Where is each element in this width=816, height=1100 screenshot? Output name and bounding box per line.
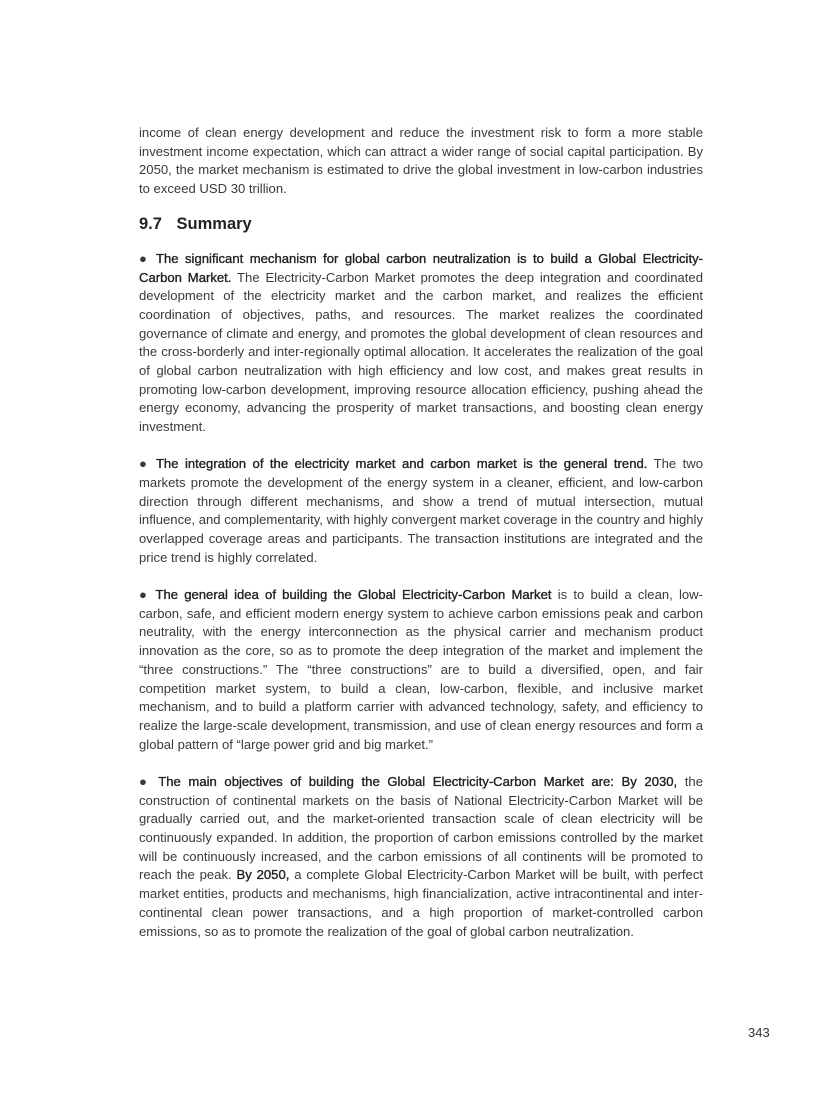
bullet-body-2050: a complete Global Electricity-Carbon Market will be built, with perfect market entities, products and mechanisms, high financialization, active intracontinental and inter-continental clean power transactions, and a high proportion of market-controlled carbon emissions, so as to promote the realization of the goal of global carbon neutralization. (139, 867, 704, 939)
bullet-icon: ● (139, 587, 150, 603)
summary-bullet (139, 250, 703, 437)
bullet-lead: The integration of the electricity market and carbon market is the general trend. (155, 456, 648, 472)
page-number: 343 (748, 1025, 770, 1040)
bullet-lead-2050: By 2050, (236, 867, 290, 883)
bullet-icon: ● (139, 250, 150, 266)
bullet-icon: ● (139, 773, 151, 789)
bullet-lead: The main objectives of building the Global Electricity-Carbon Market are: By 2030, (158, 773, 678, 789)
bullet-lead: The significant mechanism for global carbon neutralization is to build a Global Electricity-Carbon Market. (139, 250, 703, 285)
summary-bullet (139, 455, 703, 567)
summary-bullet (139, 586, 703, 754)
bullet-body: The two markets promote the development of the energy system in a cleaner, efficient, and low-carbon direction through different mechanisms, and show a trend of mutual intersection, mutual influence, and complementarity, with highly convergent market coverage in the country and highly overlapped coverage areas and participants. The transaction institutions are integrated and the price trend is highly correlated. (139, 456, 703, 565)
bullet-body: The Electricity-Carbon Market promotes the deep integration and coordinated development of the electricity market and the carbon market, and realizes the efficient coordination of objectives, paths, and resources. The market realizes the coordinated governance of climate and energy, and promotes the global development of clean resources and the cross-borderly and inter-regionally optimal allocation. It accelerates the realization of the goal of global carbon neutralization with high efficiency and low cost, and makes great results in promoting low-carbon development, improving resource allocation efficiency, pushing ahead the energy economy, advancing the prosperity of market transactions, and boosting clean energy investment. (139, 269, 703, 435)
intro-paragraph: income of clean energy development and reduce the investment risk to form a more stable investment income expectation, which can attract a wider range of social capital participation. By 2050, the market mechanism is estimated to drive the global investment in low-carbon industries to exceed USD 30 trillion. (139, 125, 703, 197)
section-number: 9.7 (139, 214, 162, 233)
bullet-body: is to build a clean, low-carbon, safe, and efficient modern energy system to achieve carbon emissions peak and carbon neutrality, with the energy interconnection as the physical carrier and mechanism product innovation as the core, so as to promote the deep integration of the market and implement the “three constructions.” The “three constructions” are to build a diversified, open, and fair competition market system, to build a clean, low-carbon, flexible, and inclusive market mechanism, and to build a platform carrier with advanced technology, safety, and efficiency to realize the large-scale development, transmission, and use of clean energy resources and form a global pattern of “large power grid and big market.” (139, 587, 703, 752)
bullet-lead: The general idea of building the Global Electricity-Carbon Market (155, 587, 552, 603)
section-heading (139, 213, 703, 235)
bullet-body: the construction of continental markets on the basis of National Electricity-Carbon Market will be gradually carried out, and the market-oriented transaction scale of clean electricity will be continuously expanded. In addition, the proportion of carbon emissions controlled by the market will be continuously increased, and the carbon emissions of all continents will be promoted to reach the peak. (139, 773, 703, 883)
section-title: Summary (176, 214, 252, 233)
summary-bullet (139, 773, 703, 941)
page-content (139, 124, 703, 960)
bullet-icon: ● (139, 456, 150, 472)
